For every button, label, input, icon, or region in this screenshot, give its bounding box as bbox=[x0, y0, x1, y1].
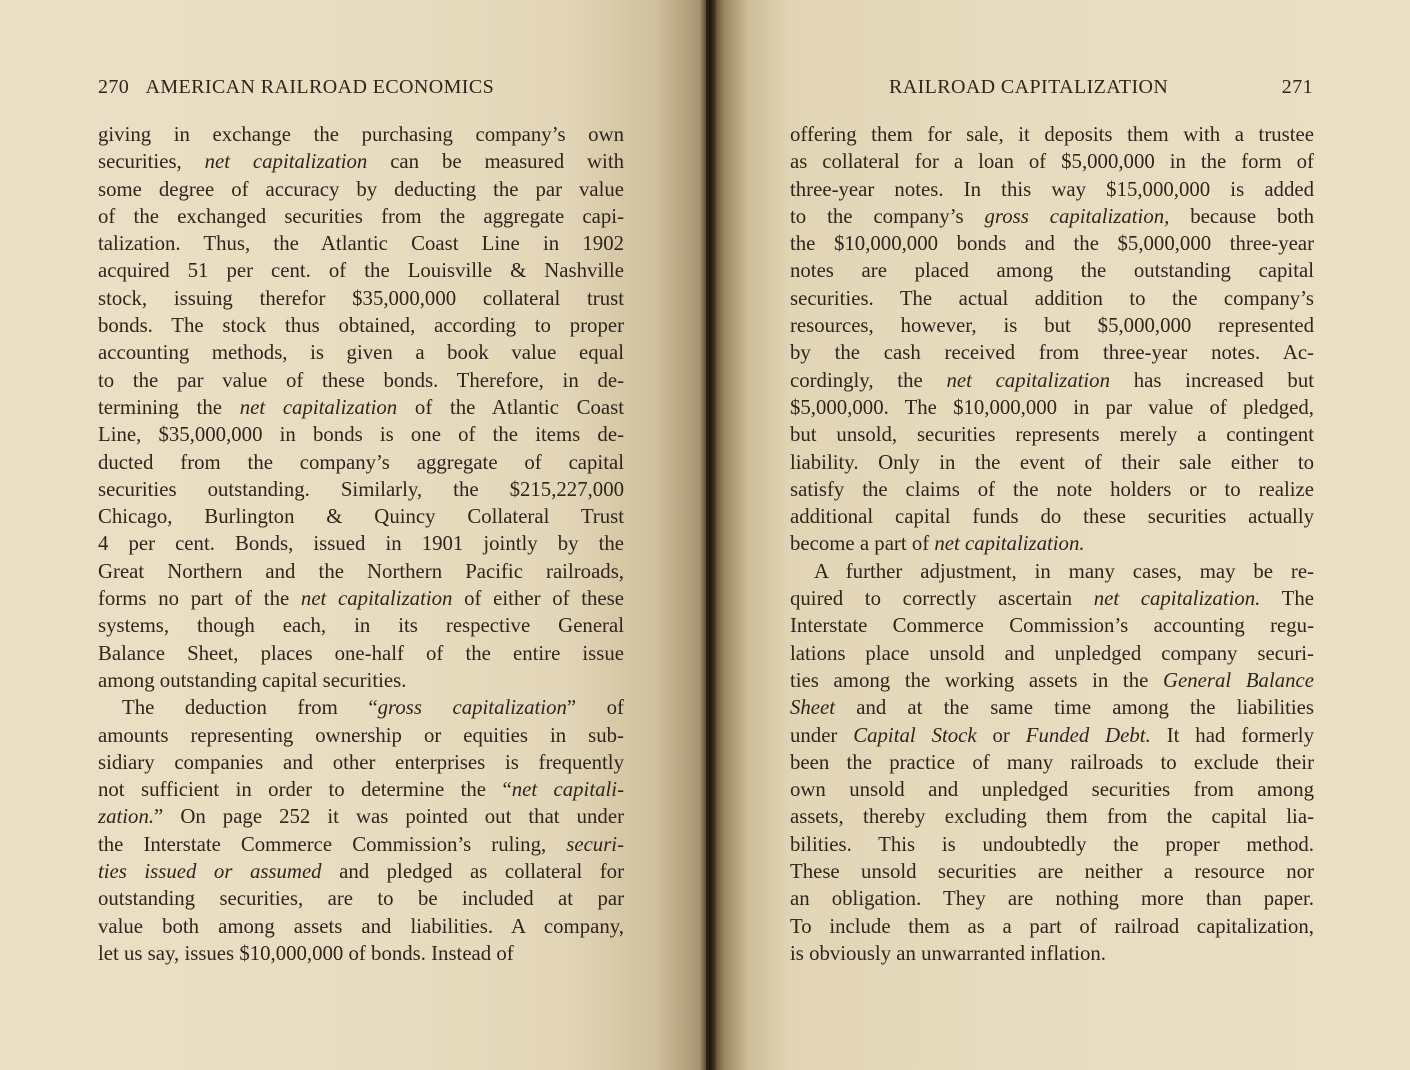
text-run: satisfy the claims of the note holders or to realize bbox=[790, 477, 1314, 501]
text-run: Balance Sheet, places one-half of the entire issue bbox=[98, 641, 624, 665]
text-line bbox=[98, 203, 624, 230]
text-run: ” of bbox=[566, 696, 624, 720]
right-running-head-title: RAILROAD CAPITALIZATION bbox=[889, 76, 1169, 98]
italic-text: Sheet bbox=[790, 696, 836, 720]
text-line bbox=[790, 885, 1314, 912]
text-line bbox=[98, 694, 624, 721]
text-run: These unsold securities are neither a resource nor bbox=[790, 860, 1314, 884]
text-line bbox=[98, 148, 624, 175]
italic-text: gross capitalization bbox=[377, 696, 567, 720]
text-line bbox=[790, 722, 1314, 749]
text-line bbox=[790, 421, 1314, 448]
text-run: The bbox=[1260, 587, 1314, 611]
text-run: can be measured with bbox=[367, 150, 624, 174]
text-run: the $10,000,000 bonds and the $5,000,000 three-year bbox=[790, 232, 1314, 256]
text-line bbox=[98, 312, 624, 339]
text-run: Great Northern and the Northern Pacific railroads, bbox=[98, 559, 624, 583]
text-line bbox=[790, 612, 1314, 639]
text-run: 4 per cent. Bonds, issued in 1901 jointly by the bbox=[98, 532, 624, 556]
text-line bbox=[98, 394, 624, 421]
text-run: notes are placed among the outstanding capital bbox=[790, 259, 1314, 283]
italic-text: Funded Debt. bbox=[1025, 723, 1151, 747]
text-run: resources, however, is but $5,000,000 represented bbox=[790, 314, 1314, 338]
italic-text: net capitalization bbox=[300, 587, 453, 611]
text-run: stock, issuing therefor $35,000,000 collateral trust bbox=[98, 286, 624, 310]
right-page-body bbox=[790, 121, 1314, 967]
text-line bbox=[790, 913, 1314, 940]
text-run: giving in exchange the purchasing company’s own bbox=[98, 123, 624, 146]
text-run: to the company’s bbox=[790, 204, 985, 228]
text-run: or bbox=[976, 723, 1026, 747]
text-run: The deduction from “ bbox=[122, 696, 378, 720]
text-line bbox=[790, 503, 1314, 530]
text-run: securities. The actual addition to the company’s bbox=[790, 286, 1314, 310]
text-line bbox=[790, 394, 1314, 421]
text-run: and pledged as collateral for bbox=[321, 860, 624, 884]
text-run: accounting methods, is given a book value equal bbox=[98, 341, 624, 365]
text-run: ” On page 252 it was pointed out that under bbox=[154, 805, 624, 829]
italic-text: net capitalization. bbox=[934, 532, 1085, 556]
text-line bbox=[98, 339, 624, 366]
text-run: some degree of accuracy by deducting the par value bbox=[98, 177, 624, 201]
text-line bbox=[98, 803, 624, 830]
text-run: additional capital funds do these securities actually bbox=[790, 505, 1314, 529]
text-run: own unsold and unpledged securities from among bbox=[790, 778, 1314, 802]
text-run: three-year notes. In this way $15,000,000 is added bbox=[790, 177, 1314, 201]
text-run: by the cash received from three-year notes. Ac- bbox=[790, 341, 1314, 365]
text-line bbox=[790, 858, 1314, 885]
text-line bbox=[790, 558, 1314, 585]
italic-text: zation. bbox=[98, 805, 155, 829]
text-line bbox=[98, 749, 624, 776]
text-line bbox=[790, 667, 1314, 694]
text-run: outstanding securities, are to be included at par bbox=[98, 887, 624, 911]
text-line bbox=[98, 176, 624, 203]
text-run: cordingly, the bbox=[790, 368, 947, 392]
text-line bbox=[790, 585, 1314, 612]
text-run: lations place unsold and unpledged company securi- bbox=[790, 641, 1314, 665]
text-run: To include them as a part of railroad capitalization, bbox=[790, 914, 1314, 938]
right-page bbox=[706, 0, 1410, 1070]
text-run: talization. Thus, the Atlantic Coast Line in 1902 bbox=[98, 232, 624, 256]
text-run: has increased but bbox=[1109, 368, 1314, 392]
text-line bbox=[98, 503, 624, 530]
text-run: but unsold, securities represents merely a contingent bbox=[790, 423, 1314, 447]
text-line bbox=[790, 831, 1314, 858]
text-line bbox=[790, 530, 1314, 557]
italic-text: net capitalization bbox=[946, 368, 1110, 392]
text-line bbox=[790, 367, 1314, 394]
text-run: become a part of bbox=[790, 532, 935, 556]
text-run: A further adjustment, in many cases, may be re- bbox=[814, 559, 1314, 583]
text-run: amounts representing ownership or equities in sub- bbox=[98, 723, 624, 747]
text-run: an obligation. They are nothing more than paper. bbox=[790, 887, 1314, 911]
text-line bbox=[98, 612, 624, 639]
text-line bbox=[98, 421, 624, 448]
text-run: of the exchanged securities from the aggregate capi- bbox=[98, 204, 624, 228]
text-line bbox=[98, 449, 624, 476]
text-line bbox=[790, 449, 1314, 476]
text-line bbox=[790, 285, 1314, 312]
text-run: securities outstanding. Similarly, the $215,227,000 bbox=[98, 477, 624, 501]
text-line bbox=[98, 831, 624, 858]
italic-text: Capital Stock bbox=[853, 723, 977, 747]
left-running-head bbox=[98, 73, 494, 101]
italic-text: net capitalization bbox=[204, 150, 368, 174]
text-run: the Interstate Commerce Commission’s ruling, bbox=[98, 832, 567, 856]
text-line bbox=[98, 667, 624, 694]
text-run: been the practice of many railroads to exclude their bbox=[790, 750, 1314, 774]
text-run: sidiary companies and other enterprises is frequently bbox=[98, 750, 624, 774]
text-line bbox=[98, 476, 624, 503]
text-line bbox=[790, 203, 1314, 230]
left-page-body bbox=[98, 121, 624, 967]
text-line bbox=[98, 776, 624, 803]
italic-text: net capitali- bbox=[511, 778, 624, 802]
text-run: securities, bbox=[98, 150, 205, 174]
text-run: is obviously an unwarranted inflation. bbox=[790, 941, 1106, 965]
text-line bbox=[790, 803, 1314, 830]
text-run: bilities. This is undoubtedly the proper method. bbox=[790, 832, 1314, 856]
text-run: among outstanding capital securities. bbox=[98, 668, 407, 692]
text-line bbox=[98, 585, 624, 612]
text-line bbox=[98, 285, 624, 312]
italic-text: net capitalization. bbox=[1093, 587, 1261, 611]
text-run: bonds. The stock thus obtained, according to proper bbox=[98, 314, 624, 338]
text-run: ducted from the company’s aggregate of capital bbox=[98, 450, 624, 474]
text-line bbox=[98, 640, 624, 667]
text-line bbox=[98, 940, 624, 967]
text-line bbox=[790, 640, 1314, 667]
text-line bbox=[790, 148, 1314, 175]
text-line bbox=[98, 913, 624, 940]
text-run: under bbox=[790, 723, 854, 747]
italic-text: securi- bbox=[566, 832, 624, 856]
text-line bbox=[790, 230, 1314, 257]
text-run: offering them for sale, it deposits them with a trustee bbox=[790, 123, 1314, 146]
text-run: as collateral for a loan of $5,000,000 in the form of bbox=[790, 150, 1314, 174]
text-run: forms no part of the bbox=[98, 587, 301, 611]
text-line bbox=[790, 176, 1314, 203]
text-run: It had formerly bbox=[1150, 723, 1314, 747]
text-line bbox=[790, 312, 1314, 339]
text-run: Chicago, Burlington & Quincy Collateral Trust bbox=[98, 505, 624, 529]
italic-text: net capitalization bbox=[239, 395, 398, 419]
text-line bbox=[790, 476, 1314, 503]
text-line bbox=[98, 558, 624, 585]
text-run: $5,000,000. The $10,000,000 in par value of pledged, bbox=[790, 395, 1314, 419]
text-line bbox=[790, 940, 1314, 967]
text-run: termining the bbox=[98, 395, 240, 419]
text-line bbox=[98, 885, 624, 912]
italic-text: ties issued or assumed bbox=[98, 860, 322, 884]
text-line bbox=[98, 121, 624, 148]
italic-text: General Balance bbox=[1163, 668, 1314, 692]
left-running-head-title: AMERICAN RAILROAD ECONOMICS bbox=[145, 76, 495, 98]
text-run: Line, $35,000,000 in bonds is one of the items de- bbox=[98, 423, 624, 447]
text-run: acquired 51 per cent. of the Louisville & Nashville bbox=[98, 259, 624, 283]
text-run: Interstate Commerce Commission’s accounting regu- bbox=[790, 614, 1314, 638]
text-run: of the Atlantic Coast bbox=[397, 395, 625, 419]
text-run: and at the same time among the liabilities bbox=[835, 696, 1314, 720]
text-line bbox=[98, 530, 624, 557]
book-gutter bbox=[700, 0, 716, 1070]
text-line bbox=[790, 339, 1314, 366]
text-run: to the par value of these bonds. Therefore, in de- bbox=[98, 368, 624, 392]
text-run: liability. Only in the event of their sale either to bbox=[790, 450, 1314, 474]
italic-text: gross capitalization, bbox=[984, 204, 1170, 228]
text-run: not sufficient in order to determine the “ bbox=[98, 778, 512, 802]
text-line bbox=[98, 722, 624, 749]
text-run: ties among the working assets in the bbox=[790, 668, 1164, 692]
text-line bbox=[790, 776, 1314, 803]
text-line bbox=[790, 694, 1314, 721]
right-running-head bbox=[889, 73, 1313, 101]
text-line bbox=[790, 257, 1314, 284]
text-run: because both bbox=[1169, 204, 1314, 228]
text-run: systems, though each, in its respective General bbox=[98, 614, 624, 638]
text-line bbox=[790, 121, 1314, 148]
text-line bbox=[98, 257, 624, 284]
text-line bbox=[98, 858, 624, 885]
right-page-number: 271 bbox=[1281, 76, 1313, 98]
text-line bbox=[790, 749, 1314, 776]
text-run: value both among assets and liabilities. A company, bbox=[98, 914, 624, 938]
text-run: quired to correctly ascertain bbox=[790, 587, 1094, 611]
left-page-number: 270 bbox=[98, 76, 130, 98]
text-line bbox=[98, 367, 624, 394]
text-line bbox=[98, 230, 624, 257]
text-run: assets, thereby excluding them from the capital lia- bbox=[790, 805, 1314, 829]
text-run: let us say, issues $10,000,000 of bonds. Instead of bbox=[98, 941, 514, 965]
text-run: of either of these bbox=[452, 587, 624, 611]
